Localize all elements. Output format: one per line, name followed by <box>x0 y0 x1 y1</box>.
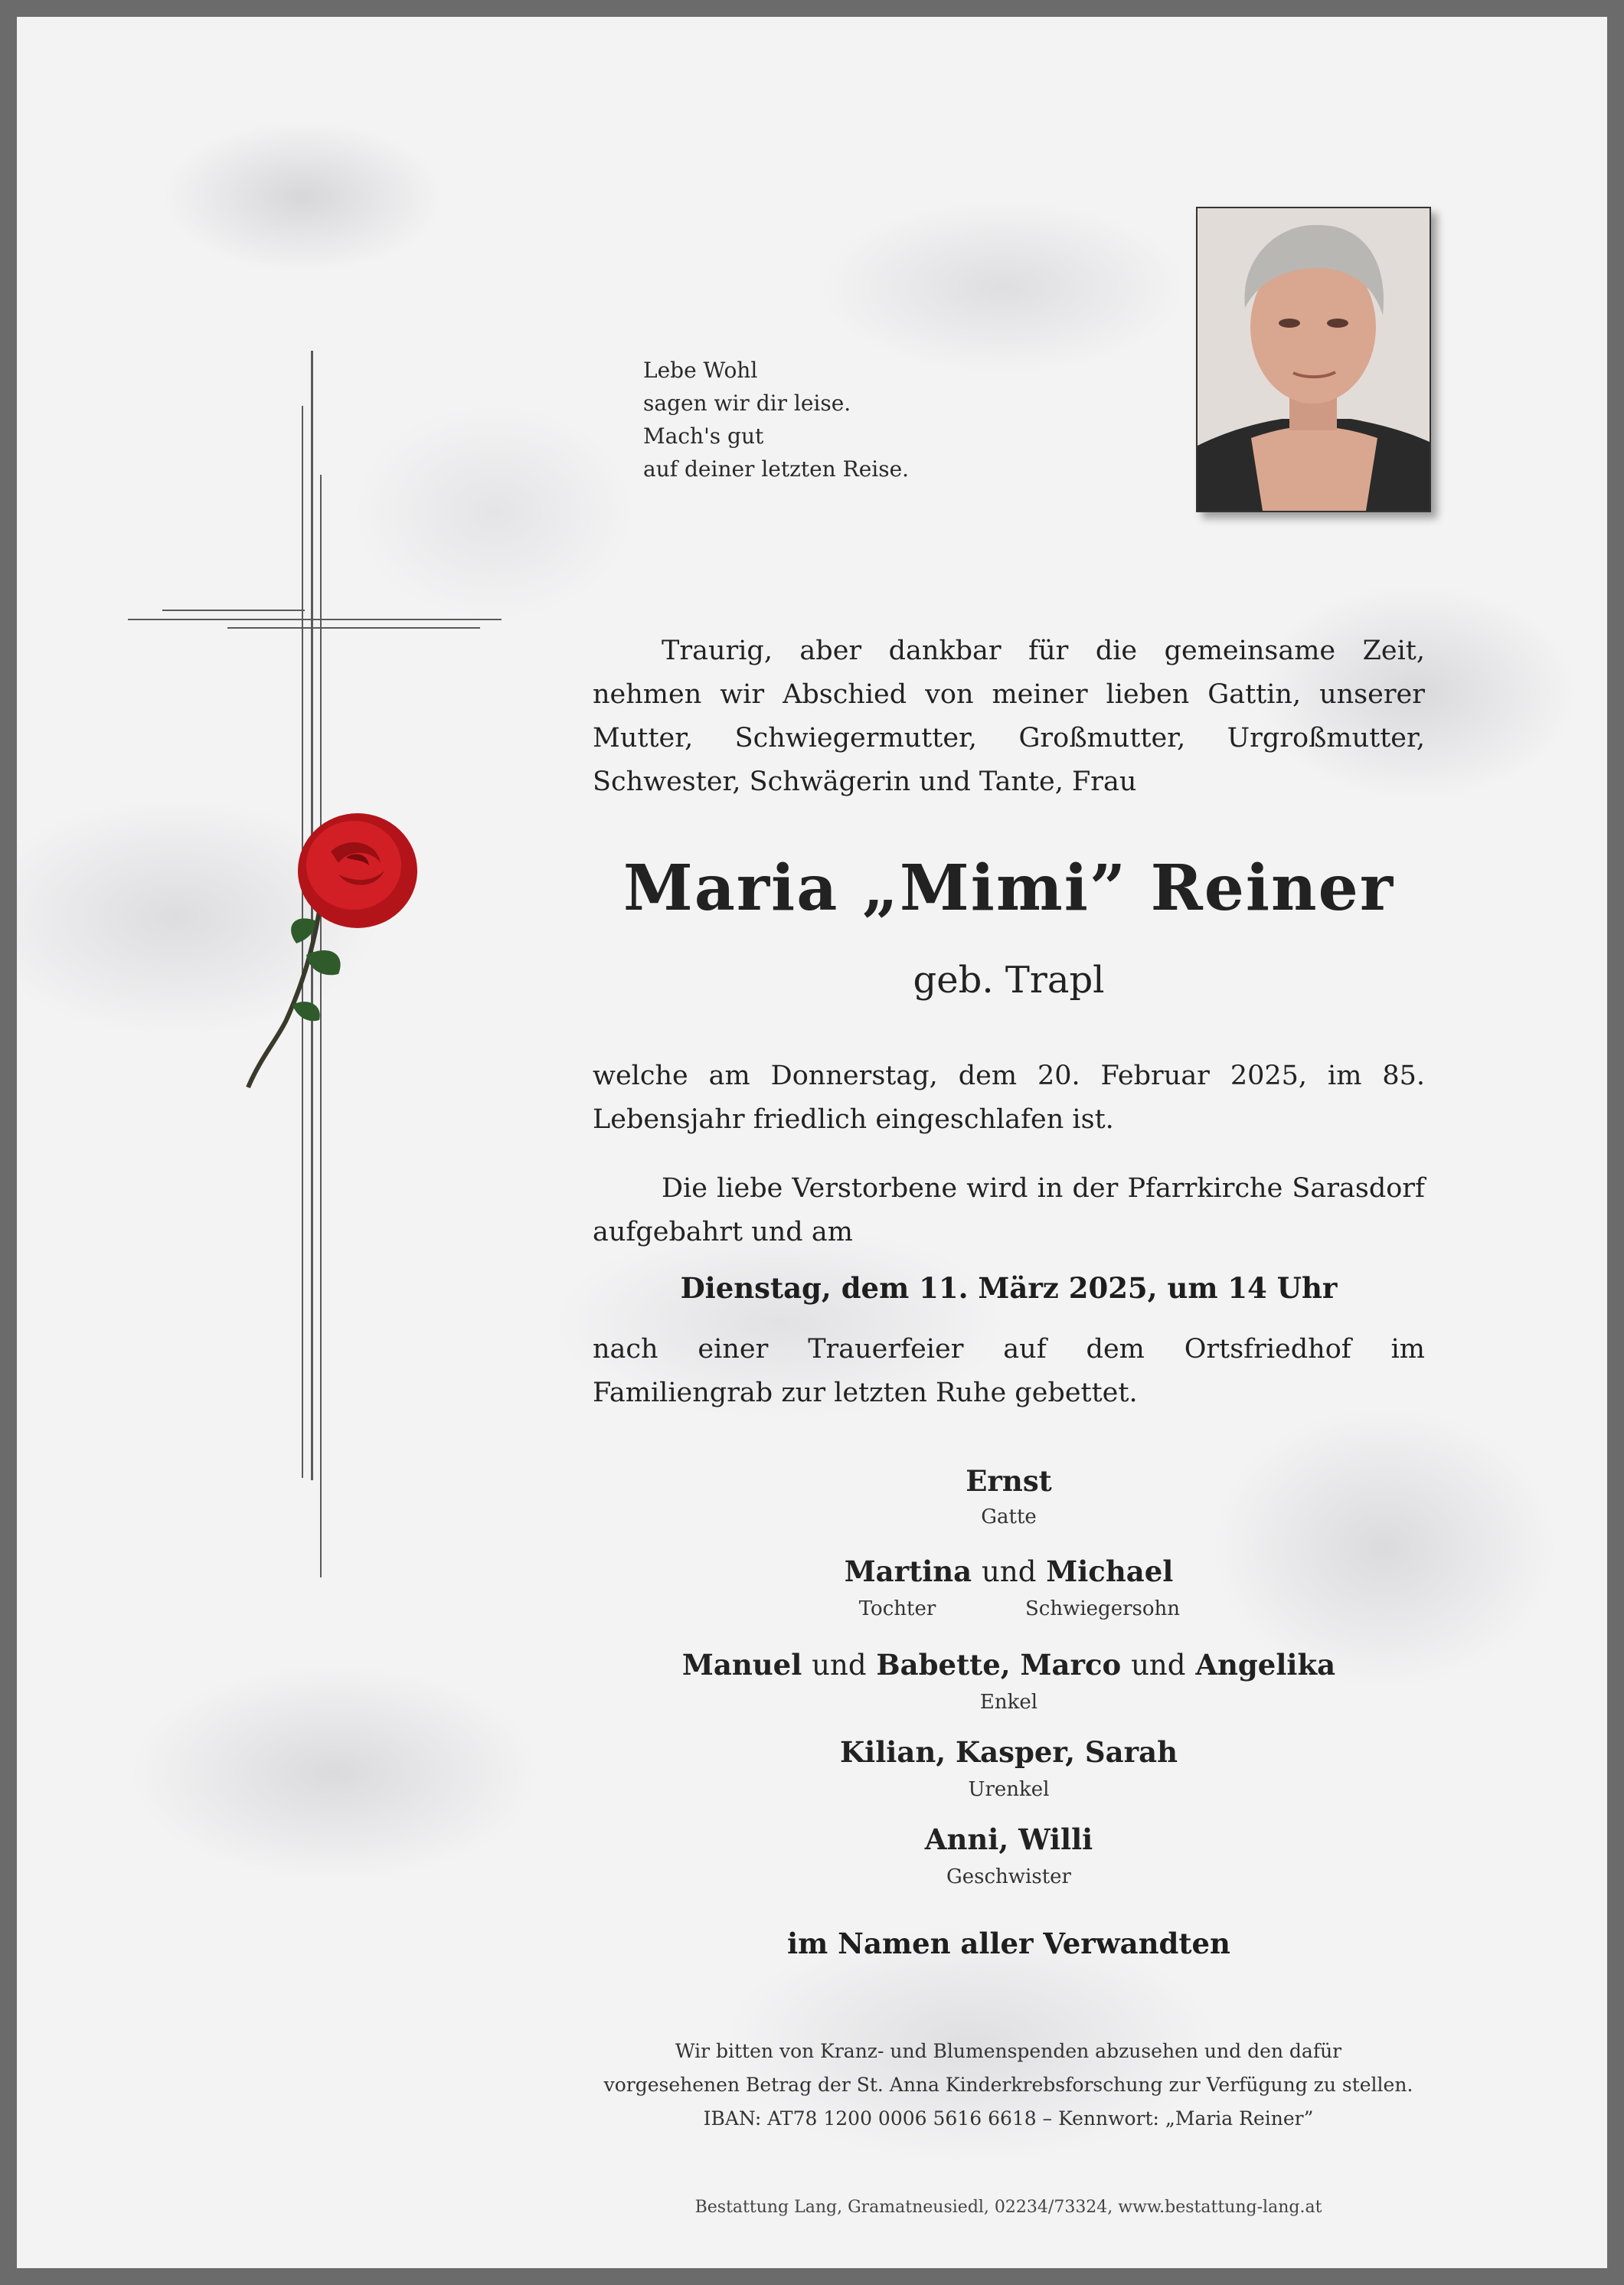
mourner-siblings-names: Anni, Willi <box>924 1822 1093 1856</box>
mourner-son-in-law-name: Michael <box>1046 1554 1174 1588</box>
donation-iban-line: IBAN: AT78 1200 0006 5616 6618 – Kennwort: „Maria Reiner” <box>703 2107 1314 2130</box>
funeral-date: Dienstag, dem 11. März 2025, um 14 Uhr <box>680 1271 1338 1305</box>
mourner-husband-relation: Gatte <box>981 1505 1037 1528</box>
donation-line: vorgesehenen Betrag der St. Anna Kinderkrebsforschung zur Verfügung zu stellen. <box>603 2074 1413 2096</box>
mourner-siblings-relation: Geschwister <box>946 1865 1071 1888</box>
poem-line: Lebe Wohl <box>643 358 758 383</box>
mourner-grandchildren-line <box>593 1648 1425 1682</box>
rose-icon <box>224 798 469 1104</box>
grandchild-names-1: Manuel <box>681 1648 802 1682</box>
donation-line: Wir bitten von Kranz- und Blumenspenden abzusehen und den dafür <box>675 2040 1342 2062</box>
poem <box>643 354 909 485</box>
undertaker-info: Bestattung Lang, Gramatneusiedl, 02234/73324, www.bestattung-lang.at <box>694 2198 1322 2217</box>
connector-und: und <box>1131 1649 1186 1682</box>
mourner-great-grandchildren-names: Kilian, Kasper, Sarah <box>840 1735 1178 1769</box>
mourner-great-grandchildren-relation: Urenkel <box>968 1778 1050 1801</box>
death-notice: welche am Donnerstag, dem 20. Februar 2025, im 85. Lebensjahr friedlich eingeschlafen ist. <box>593 1061 1425 1135</box>
grandchild-names-2: Babette, Marco <box>876 1648 1122 1682</box>
mourner-daughter-name: Martina <box>844 1554 972 1588</box>
poem-line: sagen wir dir leise. <box>643 391 851 416</box>
portrait-photo <box>1196 207 1431 512</box>
intro-paragraph: Traurig, aber dankbar für die gemeinsame Zeit, nehmen wir Abschied von meiner lieben Gattin, unserer Mutter, Schwiegermutter, Großmutter, Urgroßmutter, Schwester, Schwägerin und Tante, Frau <box>593 636 1425 797</box>
closing-line: im Namen aller Verwandten <box>787 1927 1230 1960</box>
burial-notice: nach einer Trauerfeier auf dem Ortsfriedhof im Familiengrab zur letzten Ruhe gebettet. <box>593 1334 1425 1408</box>
obituary-sheet <box>17 17 1607 2268</box>
connector-und: und <box>812 1649 867 1682</box>
deceased-name: Maria „Mimi” Reiner <box>622 852 1395 925</box>
maiden-name: geb. Trapl <box>913 959 1105 1002</box>
poem-line: Mach's gut <box>643 423 764 449</box>
mourner-husband-name: Ernst <box>966 1464 1052 1498</box>
mourner-daughter-line <box>593 1554 1425 1588</box>
grandchild-names-3: Angelika <box>1195 1648 1336 1682</box>
mourner-son-in-law-relation: Schwiegersohn <box>1024 1597 1181 1620</box>
wake-notice: Die liebe Verstorbene wird in der Pfarrkirche Sarasdorf aufgebahrt und am <box>593 1173 1425 1247</box>
mourner-daughter-relation: Tochter <box>858 1597 936 1620</box>
connector-und: und <box>982 1555 1037 1588</box>
poem-line: auf deiner letzten Reise. <box>643 456 910 482</box>
mourner-grandchildren-relation: Enkel <box>979 1691 1038 1714</box>
